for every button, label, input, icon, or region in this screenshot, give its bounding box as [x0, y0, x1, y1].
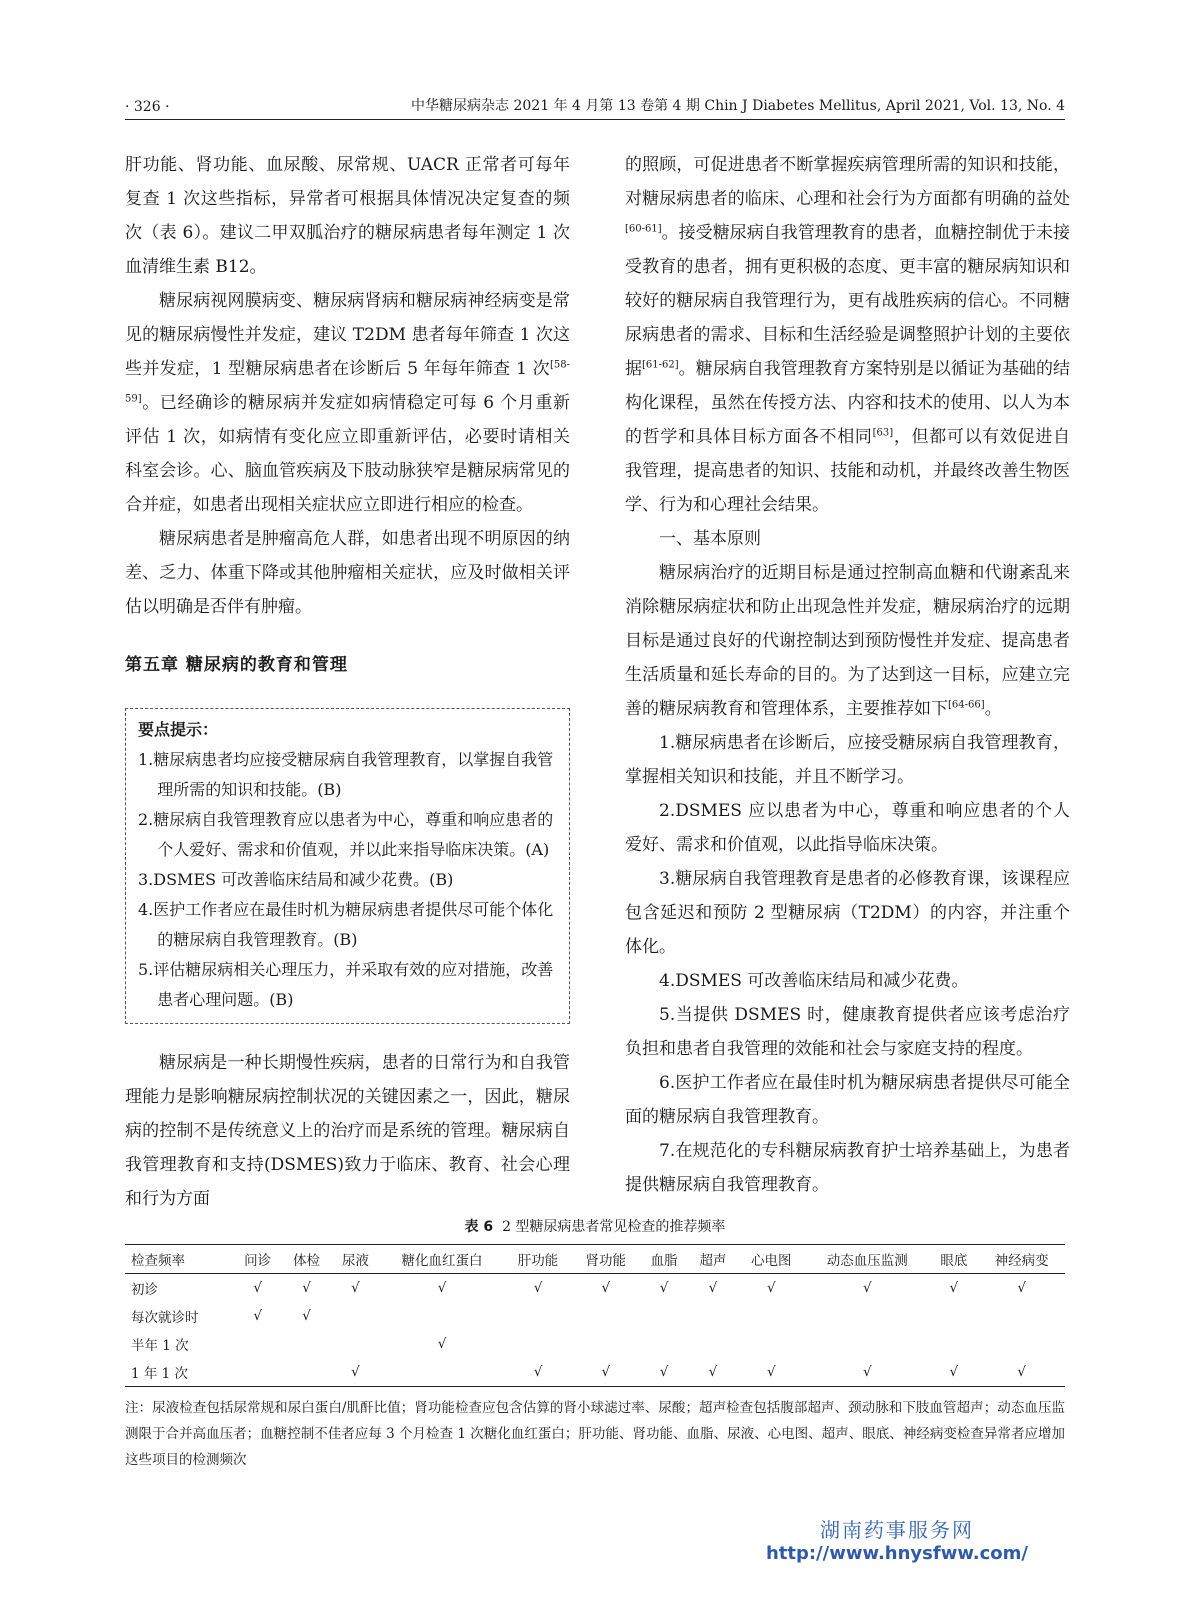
table-cell: [640, 1302, 689, 1330]
table-cell: [978, 1302, 1065, 1330]
table-header-cell: 神经病变: [994, 1253, 1049, 1269]
citation-ref[interactable]: [64-66]: [948, 699, 985, 711]
table-cell: √: [351, 1280, 360, 1296]
table-cell: [282, 1358, 331, 1387]
table-cell: 初诊: [131, 1282, 158, 1298]
table-header-cell: 糖化血红蛋白: [401, 1253, 483, 1269]
table-cell: √: [302, 1308, 311, 1324]
table-cell: [331, 1302, 380, 1330]
table-cell: [504, 1330, 572, 1358]
table-cell: [689, 1330, 738, 1358]
recommendation-item: 5.当提供 DSMES 时，健康教育提供者应该考虑治疗负担和患者自我管理的效能和社会与家庭支持的程度。: [625, 1005, 1070, 1059]
table-cell: √: [302, 1280, 311, 1296]
key-points-title: 要点提示：: [138, 720, 219, 739]
table-row: [125, 1330, 1065, 1358]
table-header-cell: 动态血压监测: [826, 1253, 908, 1269]
table-cell: √: [949, 1280, 959, 1296]
watermark-site-name: 湖南药事服务网: [819, 1518, 974, 1542]
key-point: 1.糖尿病患者均应接受糖尿病自我管理教育，以掌握自我管理所需的知识和技能。(B): [138, 750, 554, 799]
table-cell: [331, 1330, 380, 1358]
table-cell: √: [708, 1280, 718, 1296]
table-cell: [929, 1330, 978, 1358]
table-cell: √: [1017, 1364, 1026, 1380]
recommendation-item: 1.糖尿病患者在诊断后，应接受糖尿病自我管理教育，掌握相关知识和技能，并且不断学习。: [625, 733, 1070, 787]
table-cell: [805, 1302, 929, 1330]
table-cell: [380, 1358, 504, 1387]
table-cell: [572, 1330, 640, 1358]
table-cell: [805, 1330, 929, 1358]
table-cell: √: [766, 1364, 776, 1380]
table-cell: [640, 1330, 689, 1358]
left-column: [125, 148, 570, 1216]
table-cell: 半年 1 次: [131, 1338, 189, 1354]
table-cell: √: [659, 1364, 669, 1380]
table-cell: √: [708, 1364, 718, 1380]
table-cell: √: [862, 1280, 872, 1296]
table-cell: √: [601, 1364, 611, 1380]
table-header-cell: 体检: [293, 1253, 321, 1269]
table-caption: 表 6 2 型糖尿病患者常见检查的推荐频率: [464, 1219, 726, 1235]
key-point: 3.DSMES 可改善临床结局和减少花费。(B): [138, 870, 454, 889]
recommendation-item: 4.DSMES 可改善临床结局和减少花费。: [659, 971, 969, 991]
journal-citation: 中华糖尿病杂志 2021 年 4 月第 13 卷第 4 期 Chin J Diabetes Mellitus, April 2021, Vol. 13, No. 4: [411, 98, 1065, 114]
table-cell: [737, 1330, 805, 1358]
table-cell: [233, 1330, 282, 1358]
table-header-cell: 超声: [699, 1253, 727, 1269]
paragraph: 糖尿病视网膜病变、糖尿病肾病和糖尿病神经病变是常见的糖尿病慢性并发症，建议 T2DM 患者每年筛查 1 次这些并发症，1 型糖尿病患者在诊断后 5 年每年筛查 1 次[58-59]。已经确诊的糖尿病并发症如病情稳定可每 6 个月重新评估 1 次，如病情有变化应立即重新评估，必要时请相关科室会诊。心、脑血管疾病及下肢动脉狭窄是糖尿病常见的合并症，如患者出现相关症状应立即进行相应的检查。: [125, 291, 570, 515]
table-6: [125, 1216, 1065, 1473]
key-point: 5.评估糖尿病相关心理压力，并采取有效的应对措施，改善患者心理问题。(B): [138, 960, 554, 1009]
table-cell: [689, 1302, 738, 1330]
table-cell: √: [437, 1336, 447, 1352]
table-header-cell: 尿液: [341, 1253, 369, 1269]
table-cell: √: [253, 1280, 262, 1296]
table-header-cell: 检查频率: [131, 1253, 185, 1269]
paragraph: 的照顾，可促进患者不断掌握疾病管理所需的知识和技能，对糖尿病患者的临床、心理和社会行为方面都有明确的益处[60-61]。接受糖尿病自我管理教育的患者，血糖控制优于未接受教育的患者，拥有更积极的态度、更丰富的糖尿病知识和较好的糖尿病自我管理行为，更有战胜疾病的信心。不同糖尿病患者的需求、目标和生活经验是调整照护计划的主要依据[61-62]。糖尿病自我管理教育方案特别是以循证为基础的结构化课程，虽然在传授方法、内容和技术的使用、以人为本的哲学和具体目标方面各不相同[63]，但都可以有效促进自我管理，提高患者的知识、技能和动机，并最终改善生物医学、行为和心理社会结果。: [625, 155, 1071, 515]
table-cell: [978, 1330, 1065, 1358]
recommendation-item: 7.在规范化的专科糖尿病教育护士培养基础上，为患者提供糖尿病自我管理教育。: [625, 1141, 1070, 1195]
table-cell: √: [533, 1364, 543, 1380]
running-header: [125, 94, 1065, 120]
table-cell: [737, 1302, 805, 1330]
table-cell: √: [862, 1364, 872, 1380]
citation-ref[interactable]: [61-62]: [642, 359, 679, 371]
paragraph: 肝功能、肾功能、血尿酸、尿常规、UACR 正常者可每年复查 1 次这些指标，异常者可根据具体情况决定复查的频次（表 6）。建议二甲双胍治疗的糖尿病患者每年测定 1 次血清维生素 B12。: [125, 155, 570, 277]
table-cell: [380, 1302, 504, 1330]
section-heading: 一、基本原则: [659, 529, 761, 549]
recommendation-item: 3.糖尿病自我管理教育是患者的必修教育课，该课程应包含延迟和预防 2 型糖尿病（T2DM）的内容，并注重个体化。: [625, 869, 1070, 957]
table-header-cell: 肝功能: [517, 1253, 559, 1269]
table-cell: [504, 1302, 572, 1330]
table-row: [125, 1274, 1065, 1303]
table-row: [125, 1302, 1065, 1330]
table-cell: 1 年 1 次: [131, 1366, 189, 1382]
table-cell: 每次就诊时: [131, 1310, 199, 1326]
table-cell: [572, 1302, 640, 1330]
key-point: 2.糖尿病自我管理教育应以患者为中心，尊重和响应患者的个人爱好、需求和价值观，并以此来指导临床决策。(A): [138, 810, 554, 859]
table-note: 注：尿液检查包括尿常规和尿白蛋白/肌酐比值；肾功能检查应包含估算的肾小球滤过率、尿酸；超声检查包括腹部超声、颈动脉和下肢血管超声；动态血压监测限于合并高血压者；血糖控制不佳者应每 3 个月检查 1 次糖化血红蛋白；肝功能、肾功能、血脂、尿液、心电图、超声、眼底、神经病变检查异常者应增加这些项目的检测频次: [125, 1400, 1065, 1468]
citation-ref[interactable]: [63]: [872, 427, 894, 439]
paragraph: 糖尿病患者是肿瘤高危人群，如患者出现不明原因的纳差、乏力、体重下降或其他肿瘤相关症状，应及时做相关评估以明确是否伴有肿瘤。: [125, 529, 570, 617]
table-header-cell: 血脂: [650, 1253, 678, 1269]
right-column: [625, 148, 1070, 1202]
paragraph: 糖尿病治疗的近期目标是通过控制高血糖和代谢紊乱来消除糖尿病症状和防止出现急性并发症，糖尿病治疗的远期目标是通过良好的代谢控制达到预防慢性并发症、提高患者生活质量和延长寿命的目的。为了达到这一目标，应建立完善的糖尿病教育和管理体系，主要推荐如下[64-66]。: [625, 563, 1070, 719]
citation-ref[interactable]: [58-59]: [125, 359, 570, 405]
table-cell: [282, 1330, 331, 1358]
table-cell: [929, 1302, 978, 1330]
table-cell: √: [949, 1364, 959, 1380]
key-points-box: [125, 708, 570, 1024]
table-cell: √: [437, 1280, 447, 1296]
table-header-cell: 眼底: [940, 1253, 968, 1269]
recommendation-item: 6.医护工作者应在最佳时机为糖尿病患者提供尽可能全面的糖尿病自我管理教育。: [625, 1073, 1070, 1127]
citation-ref[interactable]: [60-61]: [625, 223, 662, 235]
table-cell: √: [1017, 1280, 1026, 1296]
paragraph: 糖尿病是一种长期慢性疾病，患者的日常行为和自我管理能力是影响糖尿病控制状况的关键因素之一，因此，糖尿病的控制不是传统意义上的治疗而是系统的管理。糖尿病自我管理教育和支持(DSMES)致力于临床、教育、社会心理和行为方面: [125, 1053, 570, 1209]
exam-frequency-table: [125, 1244, 1065, 1387]
table-cell: √: [253, 1308, 262, 1324]
recommendation-item: 2.DSMES 应以患者为中心，尊重和响应患者的个人爱好、需求和价值观，以此指导临床决策。: [625, 801, 1070, 855]
table-cell: √: [351, 1364, 360, 1380]
table-row: [125, 1358, 1065, 1387]
watermark-url[interactable]: http://www.hnysfww.com/: [765, 1543, 1028, 1564]
chapter-title: 第五章 糖尿病的教育和管理: [125, 655, 348, 675]
table-cell: √: [601, 1280, 611, 1296]
table-cell: √: [659, 1280, 669, 1296]
table-cell: [233, 1358, 282, 1387]
table-header-cell: 问诊: [244, 1253, 272, 1269]
page-number: · 326 ·: [125, 99, 170, 115]
table-cell: √: [533, 1280, 543, 1296]
table-cell: √: [766, 1280, 776, 1296]
key-point: 4.医护工作者应在最佳时机为糖尿病患者提供尽可能个体化的糖尿病自我管理教育。(B): [138, 900, 554, 949]
table-header-row: [125, 1245, 1065, 1274]
table-header-cell: 心电图: [750, 1253, 792, 1269]
table-body: [125, 1274, 1065, 1387]
table-header-cell: 肾功能: [585, 1253, 626, 1269]
watermark: [766, 1514, 1028, 1564]
